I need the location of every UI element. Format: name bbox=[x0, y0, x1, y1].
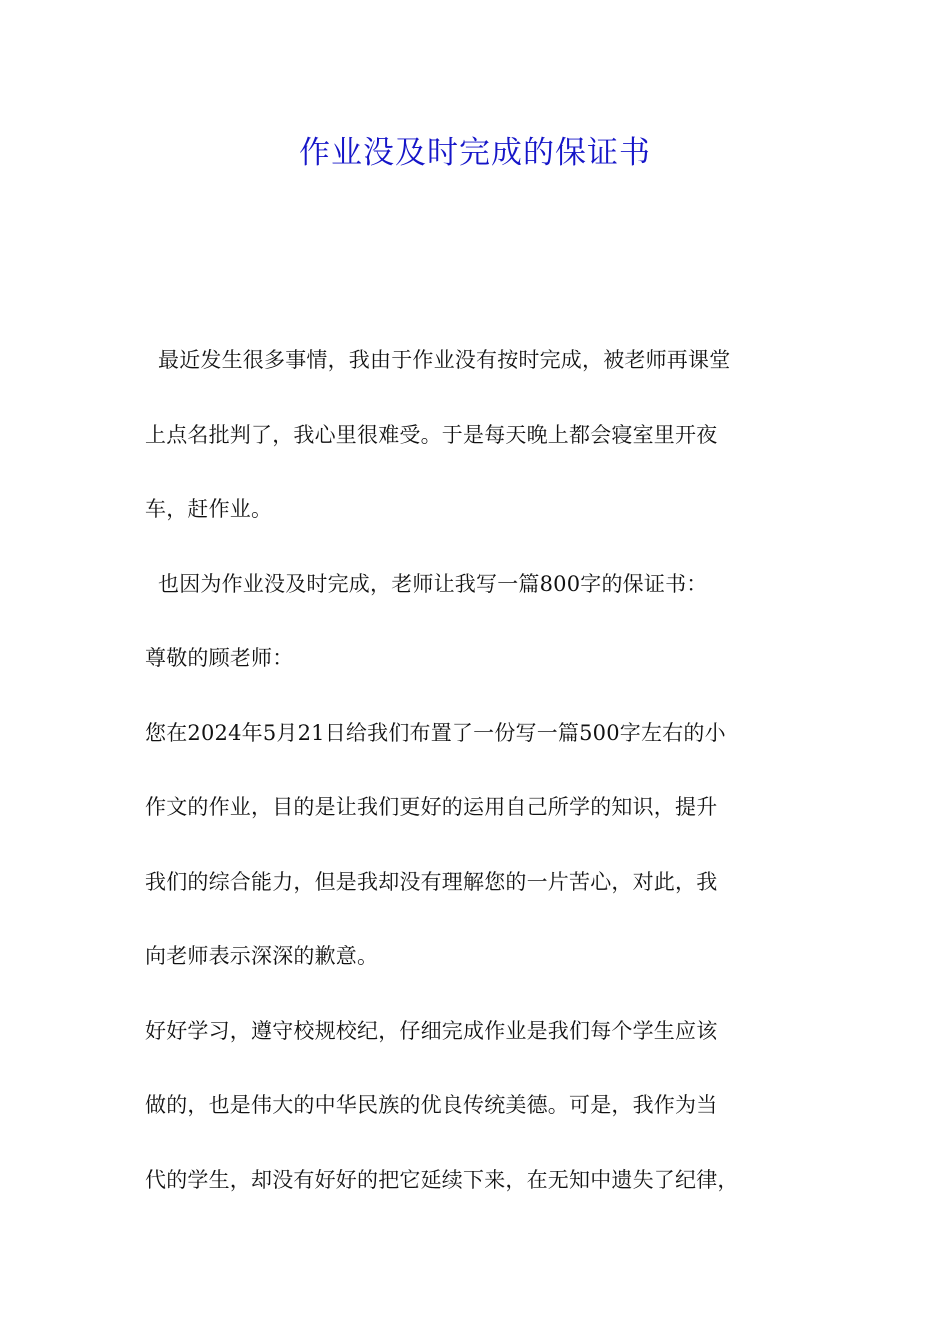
body-line: 车，赶作业。 bbox=[145, 497, 273, 521]
body-line: 作文的作业，目的是让我们更好的运用自己所学的知识，提升 bbox=[145, 795, 718, 819]
document-title: 作业没及时完成的保证书 bbox=[299, 135, 651, 171]
body-line: 最近发生很多事情，我由于作业没有按时完成，被老师再课堂 bbox=[158, 348, 731, 372]
body-line: 做的，也是伟大的中华民族的优良传统美德。可是，我作为当 bbox=[145, 1093, 718, 1117]
body-line: 您在2024年5月21日给我们布置了一份写一篇500字左右的小 bbox=[145, 720, 726, 745]
body-line: 向老师表示深深的歉意。 bbox=[145, 944, 379, 968]
body-line: 好好学习，遵守校规校纪，仔细完成作业是我们每个学生应该 bbox=[145, 1018, 718, 1043]
body-line: 上点名批判了，我心里很难受。于是每天晚上都会寝室里开夜 bbox=[145, 422, 718, 447]
salutation-line: 尊敬的顾老师： bbox=[145, 646, 294, 670]
body-line: 代的学生，却没有好好的把它延续下来，在无知中遗失了纪律， bbox=[145, 1167, 739, 1192]
document-body bbox=[145, 336, 815, 1230]
body-line: 也因为作业没及时完成，老师让我写一篇800字的保证书： bbox=[158, 571, 708, 596]
body-line: 我们的综合能力，但是我却没有理解您的一片苦心，对此，我 bbox=[145, 869, 718, 894]
